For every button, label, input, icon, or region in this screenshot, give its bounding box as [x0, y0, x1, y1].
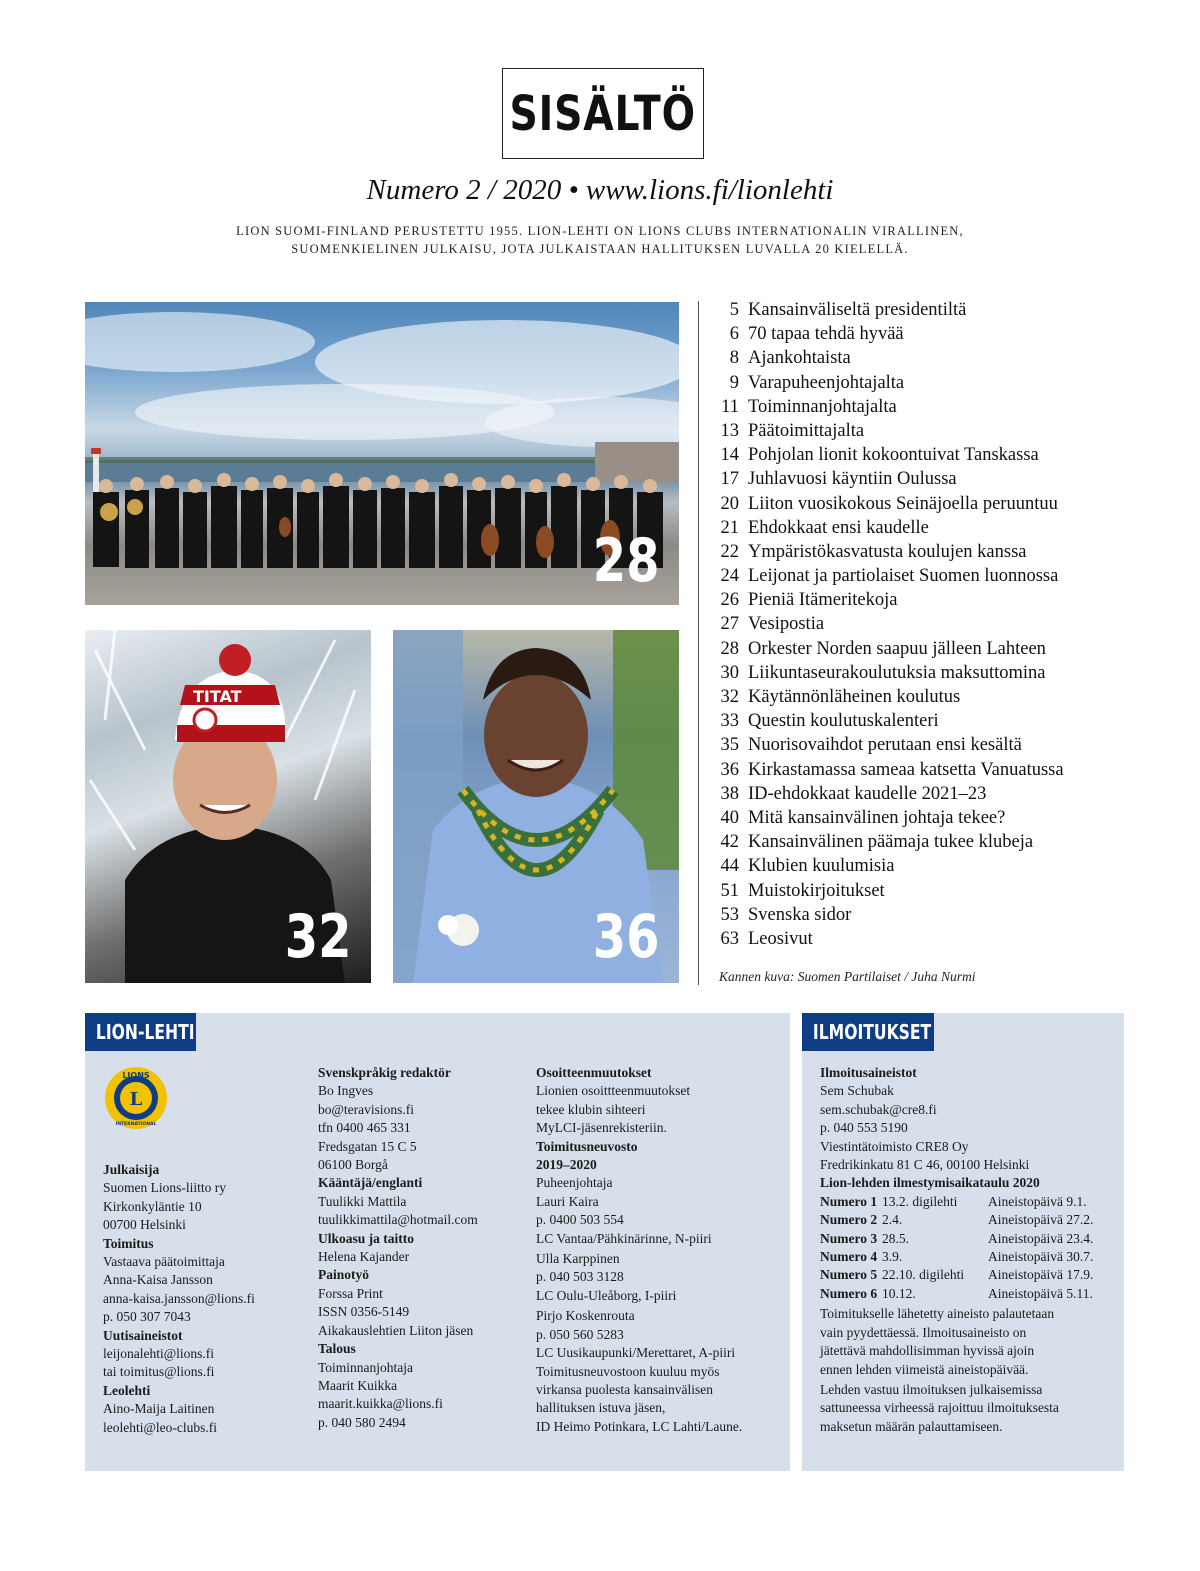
toc-title: Pieniä Itämeritekoja — [748, 590, 898, 611]
photo-woman-vanuatu[interactable] — [393, 630, 679, 983]
logo-subtext: INTERNATIONAL — [115, 1122, 157, 1127]
schedule-row — [820, 1193, 1120, 1211]
lionlehti-header — [85, 1013, 196, 1051]
info-line: Fredsgatan 15 C 5 — [318, 1138, 417, 1154]
info-line: Lauri Kaira — [536, 1193, 599, 1209]
lionlehti-col-1 — [103, 1161, 308, 1437]
toc-title: ID-ehdokkaat kaudelle 2021–23 — [748, 783, 987, 804]
schedule-deadline: Aineistopäivä 5.11. — [988, 1285, 1093, 1301]
schedule-deadline: Aineistopäivä 30.7. — [988, 1249, 1094, 1265]
info-line: sem.schubak@cre8.fi — [820, 1101, 937, 1117]
info-line: p. 040 503 3128 — [536, 1269, 624, 1285]
toc-page-number: 27 — [720, 614, 739, 635]
info-line: Vastaava päätoimittaja — [103, 1254, 225, 1270]
lionlehti-panel — [85, 1013, 790, 1471]
toc-page-number: 20 — [720, 493, 739, 514]
toc-page-number: 6 — [729, 324, 739, 345]
section-heading: Osoitteenmuutokset — [536, 1065, 652, 1080]
toc-title: Mitä kansainvälinen johtaja tekee? — [748, 807, 1006, 828]
toc-page-number: 28 — [720, 638, 739, 659]
info-line: tuulikkimattila@hotmail.com — [318, 1212, 478, 1228]
info-line: ISSN 0356-5149 — [318, 1304, 410, 1320]
lionlehti-label: LION-LEHTI — [95, 1020, 195, 1044]
toc-entry[interactable] — [712, 661, 1132, 685]
tagline — [150, 222, 1050, 258]
toc-title: Klubien kuulumisia — [748, 856, 895, 877]
toc-page-number: 26 — [720, 590, 739, 611]
toc-entry[interactable] — [712, 685, 1132, 709]
toc-page-number: 14 — [720, 445, 739, 466]
toc-page-number: 42 — [720, 832, 739, 853]
toc-page-number: 11 — [721, 396, 739, 417]
info-line: Suomen Lions-liitto ry — [103, 1180, 226, 1196]
info-line: virkansa puolesta kansainvälisen — [536, 1381, 713, 1397]
toc-title: Kansainvälinen päämaja tukee klubeja — [748, 832, 1034, 853]
ilmoitukset-label: ILMOITUKSET — [812, 1020, 932, 1044]
info-line: p. 040 580 2494 — [318, 1414, 406, 1430]
section-heading: Kääntäjä/englanti — [318, 1175, 423, 1191]
info-line: p. 040 553 5190 — [820, 1120, 908, 1136]
section-heading: Toimitusneuvosto — [536, 1138, 638, 1154]
info-line: Ulla Karppinen — [536, 1251, 620, 1267]
toc-title: Vesipostia — [748, 614, 825, 635]
info-line: Bo Ingves — [318, 1083, 374, 1099]
info-line: bo@teravisions.fi — [318, 1101, 415, 1117]
info-line: Toiminnanjohtaja — [318, 1359, 414, 1375]
ilmoitukset-notes — [820, 1305, 1120, 1436]
toc-entry[interactable] — [712, 733, 1132, 757]
toc-entry[interactable] — [712, 395, 1132, 419]
schedule-date: 28.5. — [882, 1230, 909, 1246]
toc-page-number: 5 — [729, 300, 739, 320]
info-line: Puheenjohtaja — [536, 1175, 613, 1191]
info-line: Kirkonkyläntie 10 — [103, 1198, 202, 1214]
toc-title: Ajankohtaista — [748, 348, 851, 369]
toc-entry[interactable] — [712, 782, 1132, 806]
toc-title: Varapuheenjohtajalta — [748, 372, 905, 393]
photo-page-number-28: 28 — [592, 526, 659, 596]
schedule-deadline: Aineistopäivä 27.2. — [988, 1212, 1094, 1228]
info-line: Aikakauslehtien Liiton jäsen — [318, 1322, 474, 1338]
ilmoitukset-contact — [820, 1064, 1120, 1193]
schedule-date: 10.12. — [882, 1285, 916, 1301]
toc-page-number: 13 — [720, 420, 739, 441]
info-line: 06100 Borgå — [318, 1157, 388, 1173]
section-heading: 2019–2020 — [536, 1157, 597, 1173]
toc-title: Ympäristökasvatusta koulujen kanssa — [748, 541, 1027, 562]
toc-entry[interactable] — [712, 371, 1132, 395]
hat-text: TITAT — [193, 687, 242, 706]
toc-title: Svenska sidor — [748, 904, 852, 925]
toc-entry[interactable] — [712, 564, 1132, 588]
info-line: LC Uusikaupunki/Merettaret, A-piiri — [536, 1345, 736, 1361]
info-line: tfn 0400 465 331 — [318, 1120, 411, 1136]
schedule-row — [820, 1211, 1120, 1229]
toc-page-number: 9 — [729, 372, 739, 393]
toc-entry[interactable] — [712, 612, 1132, 636]
toc-title: Nuorisovaihdot perutaan ensi kesältä — [748, 735, 1022, 756]
info-line: LC Oulu-Uleåborg, I-piiri — [536, 1287, 677, 1303]
lionlehti-col-2 — [318, 1064, 528, 1432]
toc-page-number: 32 — [720, 687, 739, 707]
info-line: Sem Schubak — [820, 1083, 894, 1099]
info-line: Pirjo Koskenrouta — [536, 1308, 635, 1324]
toc-entry[interactable] — [712, 806, 1132, 830]
toc-title: Toiminnanjohtajalta — [748, 396, 897, 417]
toc-title: Pohjolan lionit kokoontuivat Tanskassa — [748, 445, 1039, 466]
toc-entry[interactable] — [712, 879, 1132, 903]
toc-page-number: 53 — [720, 904, 739, 925]
section-heading: Toimitus — [103, 1235, 154, 1251]
info-line: leolehti@leo-clubs.fi — [103, 1419, 218, 1435]
toc-title: 70 tapaa tehdä hyvää — [748, 324, 904, 345]
section-heading: Lion-lehden ilmestymisaikataulu 2020 — [820, 1175, 1040, 1191]
toc-title: Liikuntaseurakoulutuksia maksuttomina — [748, 662, 1046, 683]
toc-page-number: 17 — [720, 469, 739, 490]
info-line: Toimitukselle lähetetty aineisto palautetaan — [820, 1306, 1055, 1322]
toc-entry[interactable] — [712, 903, 1132, 927]
toc-page-number: 22 — [720, 541, 739, 562]
toc-entry[interactable] — [712, 516, 1132, 540]
toc-entry[interactable] — [712, 927, 1132, 951]
photo-orchestra[interactable] — [85, 302, 679, 605]
toc-title: Muistokirjoitukset — [748, 880, 885, 901]
issue-line: Numero 2 / 2020 • www.lions.fi/lionlehti — [366, 174, 834, 206]
section-heading: Talous — [318, 1341, 356, 1357]
photo-page-number-36: 36 — [592, 902, 659, 972]
ilmoitukset-panel — [802, 1013, 1124, 1471]
toc-page-number: 24 — [720, 566, 739, 587]
toc-entry[interactable] — [712, 709, 1132, 733]
toc-entry[interactable] — [712, 637, 1132, 661]
photo-man-winter[interactable] — [85, 630, 371, 983]
publication-schedule — [820, 1193, 1120, 1303]
toc-page-number: 8 — [729, 348, 739, 369]
toc-page-number: 21 — [720, 517, 739, 538]
table-of-contents — [712, 298, 1132, 951]
toc-title: Kirkastamassa sameaa katsetta Vanuatussa — [748, 759, 1064, 780]
toc-title: Orkester Norden saapuu jälleen Lahteen — [748, 638, 1046, 659]
info-line: LC Vantaa/Pähkinärinne, N-piiri — [536, 1230, 712, 1246]
info-line: Anna-Kaisa Jansson — [103, 1272, 213, 1288]
info-line: maksetun määrän palauttamiseen. — [820, 1418, 1003, 1434]
info-line: p. 050 307 7043 — [103, 1309, 191, 1325]
section-heading: Leolehti — [103, 1382, 151, 1398]
toc-title: Questin koulutuskalenteri — [748, 711, 939, 732]
toc-entry[interactable] — [712, 298, 1132, 322]
toc-title: Käytännönläheinen koulutus — [748, 687, 961, 707]
schedule-row — [820, 1248, 1120, 1266]
info-line: ID Heimo Potinkara, LC Lahti/Laune. — [536, 1418, 743, 1434]
masthead-box — [502, 68, 704, 159]
toc-entry[interactable] — [712, 322, 1132, 346]
schedule-num: Numero 4 — [820, 1249, 878, 1265]
schedule-row — [820, 1230, 1120, 1248]
schedule-num: Numero 1 — [820, 1193, 878, 1209]
info-line: tai toimitus@lions.fi — [103, 1364, 215, 1380]
info-line: leijonalehti@lions.fi — [103, 1346, 215, 1362]
toc-page-number: 30 — [720, 662, 739, 683]
info-line: maarit.kuikka@lions.fi — [318, 1396, 443, 1412]
info-line: Aino-Maija Laitinen — [103, 1401, 215, 1417]
info-line: Toimitusneuvostoon kuuluu myös — [536, 1363, 720, 1379]
info-line: Helena Kajander — [318, 1249, 410, 1265]
toc-page-number: 44 — [720, 856, 739, 877]
toc-page-number: 33 — [720, 711, 739, 732]
schedule-num: Numero 6 — [820, 1285, 878, 1301]
toc-entry[interactable] — [712, 588, 1132, 612]
ilmoitukset-content — [820, 1064, 1120, 1436]
info-line: Maarit Kuikka — [318, 1377, 398, 1393]
section-heading: Uutisaineistot — [103, 1327, 183, 1343]
schedule-date: 2.4. — [882, 1212, 903, 1228]
info-line: Viestintätoimisto CRE8 Oy — [820, 1138, 969, 1154]
logo-letter: L — [129, 1089, 143, 1110]
info-line: hallituksen istuva jäsen, — [536, 1400, 666, 1416]
toc-entry[interactable] — [712, 346, 1132, 370]
schedule-date: 3.9. — [882, 1249, 903, 1265]
schedule-num: Numero 3 — [820, 1230, 878, 1246]
toc-entry[interactable] — [712, 443, 1132, 467]
schedule-num: Numero 5 — [820, 1267, 878, 1283]
toc-entry[interactable] — [712, 540, 1132, 564]
toc-title: Leosivut — [748, 928, 813, 949]
page-title: SISÄLTÖ — [509, 85, 697, 142]
toc-page-number: 40 — [720, 807, 739, 828]
toc-page-number: 36 — [720, 759, 739, 780]
info-line: Lehden vastuu ilmoituksen julkaisemissa — [820, 1381, 1043, 1397]
section-heading: Ulkoasu ja taitto — [318, 1230, 415, 1246]
info-line: anna-kaisa.jansson@lions.fi — [103, 1290, 255, 1306]
toc-page-number: 35 — [720, 735, 739, 756]
photo-page-number-32: 32 — [284, 902, 351, 972]
info-line: jätettävä mahdollisimman hyvissä ajoin — [820, 1343, 1035, 1359]
schedule-date: 22.10. digilehti — [882, 1267, 965, 1283]
info-line: sattuneessa virheessä rajoittuu ilmoituksesta — [820, 1400, 1059, 1416]
section-heading: Julkaisija — [103, 1162, 160, 1177]
info-line: Forssa Print — [318, 1285, 383, 1301]
cover-credit: Kannen kuva: Suomen Partilaiset / Juha Nurmi — [719, 969, 976, 984]
toc-entry[interactable] — [712, 830, 1132, 854]
toc-title: Liiton vuosikokous Seinäjoella peruuntuu — [748, 493, 1058, 514]
info-line: p. 0400 503 554 — [536, 1212, 624, 1228]
schedule-deadline: Aineistopäivä 17.9. — [988, 1267, 1094, 1283]
toc-entry[interactable] — [712, 492, 1132, 516]
toc-page-number: 51 — [720, 880, 739, 901]
schedule-row — [820, 1266, 1120, 1284]
schedule-deadline: Aineistopäivä 23.4. — [988, 1230, 1094, 1246]
info-line: MyLCI-jäsenrekisteriin. — [536, 1120, 667, 1136]
lions-logo-icon — [103, 1065, 169, 1131]
info-line: vain pyydettäessä. Ilmoitusaineisto on — [820, 1324, 1027, 1340]
toc-title: Kansainväliseltä presidentiltä — [748, 300, 967, 320]
section-heading: Ilmoitusaineistot — [820, 1065, 917, 1080]
toc-divider — [698, 301, 699, 985]
toc-entry[interactable] — [712, 467, 1132, 491]
schedule-deadline: Aineistopäivä 9.1. — [988, 1193, 1087, 1209]
info-line: Tuulikki Mattila — [318, 1193, 407, 1209]
toc-page-number: 63 — [720, 928, 739, 949]
toc-entry[interactable] — [712, 854, 1132, 878]
info-line: p. 050 560 5283 — [536, 1326, 624, 1342]
toc-entry[interactable] — [712, 758, 1132, 782]
info-line: Fredrikinkatu 81 C 46, 00100 Helsinki — [820, 1157, 1030, 1173]
info-line: 00700 Helsinki — [103, 1217, 186, 1233]
orchestra-illustration — [85, 302, 679, 605]
info-line: Lionien osoittteenmuutokset — [536, 1083, 691, 1099]
toc-title: Juhlavuosi käyntiin Oulussa — [748, 469, 957, 490]
logo-text: LIONS — [122, 1071, 150, 1080]
toc-title: Päätoimittajalta — [748, 420, 865, 441]
toc-entry[interactable] — [712, 419, 1132, 443]
toc-title: Ehdokkaat ensi kaudelle — [748, 517, 929, 538]
section-heading: Svenskpråkig redaktör — [318, 1065, 451, 1080]
toc-title: Leijonat ja partiolaiset Suomen luonnossa — [748, 566, 1059, 587]
schedule-num: Numero 2 — [820, 1212, 878, 1228]
lionlehti-col-3 — [536, 1064, 786, 1436]
tagline-line-2: SUOMENKIELINEN JULKAISU, JOTA JULKAISTAAN HALLITUKSEN LUVALLA 20 KIELELLÄ. — [291, 242, 909, 256]
info-line: ennen lehden viimeistä aineistopäivää. — [820, 1361, 1029, 1377]
section-heading: Painotyö — [318, 1267, 370, 1283]
schedule-row — [820, 1285, 1120, 1303]
ilmoitukset-header — [802, 1013, 934, 1051]
schedule-date: 13.2. digilehti — [882, 1193, 958, 1209]
info-line: tekee klubin sihteeri — [536, 1101, 646, 1117]
toc-page-number: 38 — [720, 783, 739, 804]
tagline-line-1: LION SUOMI-FINLAND PERUSTETTU 1955. LION-LEHTI ON LIONS CLUBS INTERNATIONALIN VIRALLINEN, — [236, 224, 964, 238]
